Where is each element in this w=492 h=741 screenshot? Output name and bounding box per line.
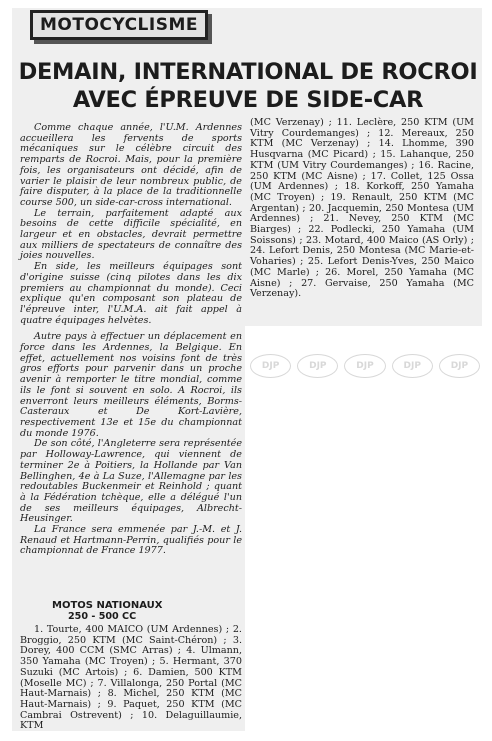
watermark-logo: DJP [297,354,338,378]
results-heading: MOTOS NATIONAUX [52,600,163,611]
paragraph: La France sera emmenée par J.-M. et J. Renaud et Hartmann-Perrin, qualifiés pour le championnat de France 1977. [20,524,242,557]
headline-line-2: AVEC ÉPREUVE DE SIDE-CAR [72,87,424,113]
watermark [250,354,480,384]
paragraph: De son côté, l'Angleterre sera représentée par Holloway-Lawrence, qui viennent de terminer 2e à Poitiers, la Hollande par Van Bellinghen, 4e à La Suze, l'Allemagne par les redoutables Buckenmeir et Reinhold ; quant à la Fédération tchèque, elle a délégué l'un de ses meilleurs équipages, Albrecht-Heusinger. [20,438,242,525]
results-left [20,600,242,732]
results-text: 1. Tourte, 400 MAICO (UM Ardennes) ; 2. Broggio, 250 KTM (MC Saint-Chéron) ; 3. Dorey, 400 CCM (SMC Arras) ; 4. Ulmann, 350 Yamaha (MC Troyen) ; 5. Hermant, 370 Suzuki (MC Artois) ; 6. Damien, 500 KTM (Moselle MC) ; 7. Villalonga, 250 Portal (MC Haut-Marnais) ; 8. Michel, 250 KTM (MC Haut-Marnais) ; 9. Paquet, 250 KTM (MC Cambrai Ostrevent) ; 10. Delaguillaumie, KTM [20,624,242,732]
results-text-continued: (MC Verzenay) ; 11. Leclère, 250 KTM (UM Vitry Courdemanges) ; 12. Mereaux, 250 KTM (MC Verzenay) ; 14. Lhomme, 390 Husqvarna (MC Picard) ; 15. Lahanque, 250 KTM (UM Vitry Courdemanges) ; 16. Racine, 250 KTM (MC Aisne) ; 17. Collet, 125 Ossa (UM Ardennes) ; 18. Korkoff, 250 Yamaha (MC Troyen) ; 19. Renault, 250 KTM (MC Argentan) ; 20. Jacquemin, 250 Montesa (UM Ardennes) ; 21. Nevey, 250 KTM (MC Biarges) ; 22. Podlecki, 250 Yamaha (UM Soissons) ; 23. Motard, 400 Maico (AS Orly) ; 24. Lefort Denis, 250 Montesa (MC Marie-et-Voharies) ; 25. Lefort Denis-Yves, 250 Maico (MC Marle) ; 26. Morel, 250 Yamaha (MC Aisne) ; 27. Gervaise, 250 Yamaha (MC Verzenay). [250,117,474,300]
article-left-column [20,123,242,557]
results-subheading: 250 - 500 CC [68,611,137,622]
paragraph: Comme chaque année, l'U.M. Ardennes accueillera les fervents de sports mécaniques sur le célèbre circuit des remparts de Rocroi. Mais, pour la première fois, les organisateurs ont décidé, afin de varier le plaisir de leur nombreux public, de faire disputer, à la place de la traditionnelle course 500, un side-car-cross international. [20,122,242,208]
watermark-logo: DJP [392,354,433,378]
watermark-logo: DJP [439,354,480,378]
paragraph: Le terrain, parfaitement adapté aux besoins de cette difficile spécialité, en largeur et en obstacles, devrait permettre aux milliers de spectateurs de connaître des joies nouvelles. [20,207,242,262]
watermark-logo: DJP [344,354,385,378]
headline [18,58,478,114]
paragraph: Autre pays à effectuer un déplacement en force dans les Ardennes, la Belgique. En effet, actuellement nos voisins font de très gros efforts pour parvenir dans un proche avenir à remporter le titre mondial, comme ils le font si souvent en solo. A Rocroi, ils enverront leurs meilleurs éléments, Borms-Casteraux et De Kort-Lavière, respectivement 13e et 15e du championnat du monde 1976. [20,331,242,439]
rubric-label: MOTOCYCLISME [30,10,208,40]
headline-line-1: DEMAIN, INTERNATIONAL DE ROCROI [18,59,478,85]
watermark-logo: DJP [250,354,291,378]
results-right [250,118,474,300]
paragraph: En side, les meilleurs équipages sont d'origine suisse (cinq pilotes dans les dix premiers au championnat du monde). Ceci explique qu'en composant son plateau de l'épreuve inter, l'U.M.A. ait fait appel à quatre équipages helvètes. [20,261,242,326]
